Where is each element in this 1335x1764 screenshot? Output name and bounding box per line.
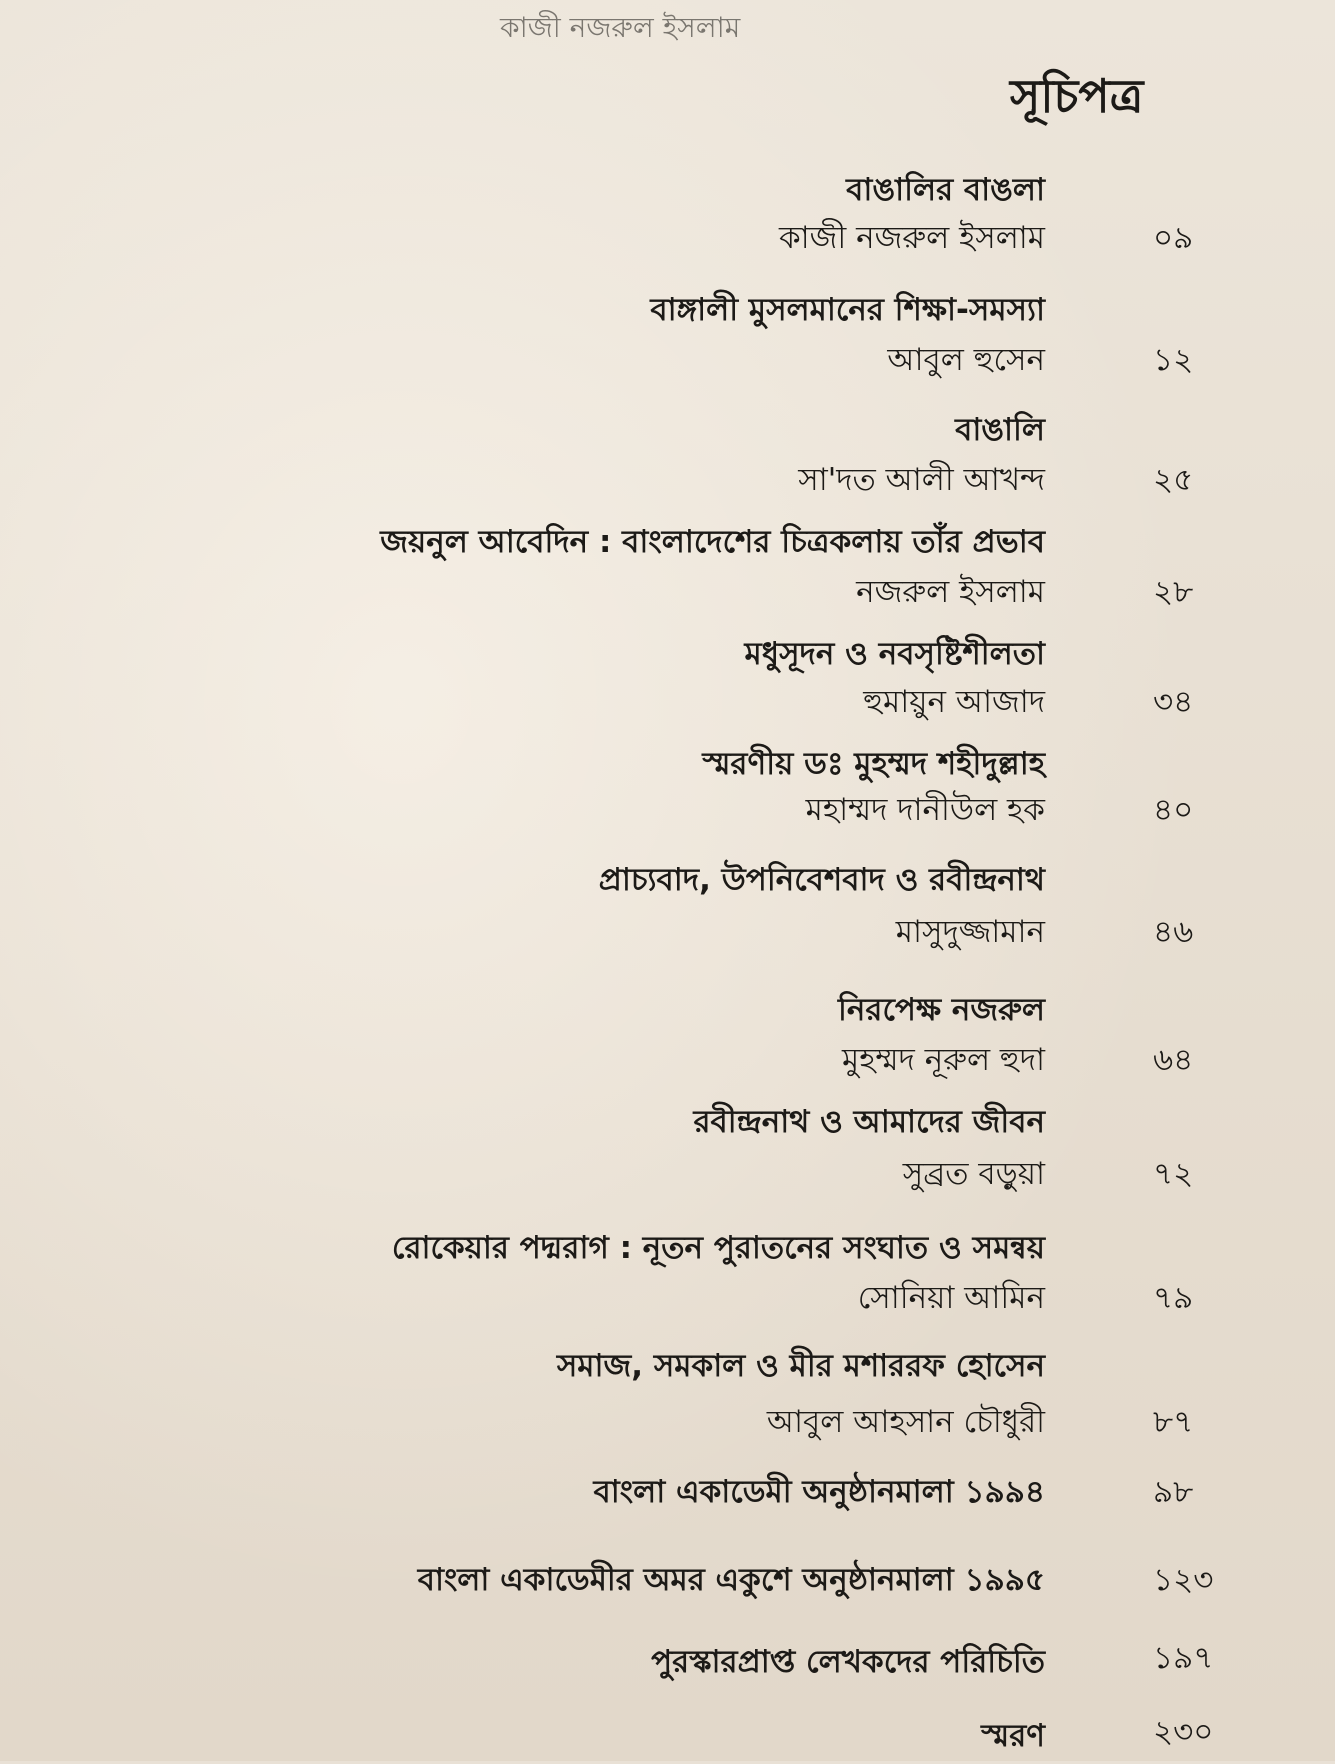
toc-entry-page: ৭২ — [1153, 1156, 1194, 1192]
toc-entry-title: বাঙ্গালী মুসলমানের শিক্ষা-সমস্যা — [650, 292, 1045, 328]
toc-entry-page: ৮৭ — [1153, 1404, 1194, 1440]
toc-entry-author: মহাম্মদ দানীউল হক — [805, 792, 1045, 828]
toc-entry-page: ৩৪ — [1153, 684, 1194, 720]
toc-entry-author: মাসুদুজ্জামান — [895, 914, 1045, 950]
toc-entry-page: ৯৮ — [1153, 1474, 1194, 1510]
toc-entry-author: নজরুল ইসলাম — [856, 574, 1045, 610]
toc-entry-title: বাংলা একাডেমীর অমর একুশে অনুষ্ঠানমালা ১৯৯৫ — [417, 1562, 1045, 1598]
toc-entry-page: ২৮ — [1153, 574, 1194, 610]
toc-entry-author: আবুল আহসান চৌধুরী — [766, 1404, 1045, 1440]
toc-entry-title: বাঙালির বাঙলা — [846, 172, 1045, 208]
toc-entry-title: বাংলা একাডেমী অনুষ্ঠানমালা ১৯৯৪ — [593, 1474, 1045, 1510]
toc-entry-page: ১২৩ — [1153, 1562, 1214, 1598]
toc-entry-page: ৪৬ — [1153, 914, 1194, 950]
toc-entry-page: ১২ — [1153, 342, 1194, 378]
toc-entry-author: কাজী নজরুল ইসলাম — [778, 220, 1045, 256]
toc-entry-author: সুব্রত বড়ুয়া — [902, 1156, 1045, 1192]
toc-entry-title: মধুসূদন ও নবসৃষ্টিশীলতা — [744, 636, 1045, 672]
toc-entry-title: রবীন্দ্রনাথ ও আমাদের জীবন — [693, 1104, 1045, 1140]
toc-entry-page: ৬৪ — [1153, 1042, 1194, 1078]
toc-entry-title: জয়নুল আবেদিন : বাংলাদেশের চিত্রকলায় তাঁর প্রভাব — [380, 524, 1045, 560]
toc-entry-author: মুহম্মদ নূরুল হুদা — [842, 1042, 1045, 1078]
toc-entry-page: ০৯ — [1153, 220, 1194, 256]
toc-entry-page: ৪০ — [1153, 792, 1194, 828]
running-header-bleed: কাজী নজরুল ইসলাম — [500, 11, 741, 44]
toc-entry-author: সোনিয়া আমিন — [857, 1280, 1045, 1316]
toc-entry-title: রোকেয়ার পদ্মরাগ : নূতন পুরাতনের সংঘাত ও সমন্বয় — [391, 1230, 1045, 1266]
toc-entry-author: হুমায়ুন আজাদ — [863, 684, 1045, 720]
toc-entry-title: নিরপেক্ষ নজরুল — [838, 992, 1045, 1028]
toc-entry-title: পুরস্কারপ্রাপ্ত লেখকদের পরিচিতি — [651, 1644, 1045, 1680]
toc-entry-title: স্মরণ — [981, 1718, 1045, 1754]
toc-entry-page: ২৩০ — [1153, 1714, 1214, 1750]
toc-entry-page: ৭৯ — [1153, 1280, 1194, 1316]
toc-entry-page: ২৫ — [1153, 462, 1194, 498]
toc-entry-title: প্রাচ্যবাদ, উপনিবেশবাদ ও রবীন্দ্রনাথ — [598, 862, 1045, 898]
toc-entry-title: সমাজ, সমকাল ও মীর মশাররফ হোসেন — [556, 1348, 1045, 1384]
toc-entry-author: সা'দত আলী আখন্দ — [798, 462, 1045, 498]
toc-entry-title: স্মরণীয় ডঃ মুহম্মদ শহীদুল্লাহ — [702, 746, 1045, 782]
toc-entry-title: বাঙালি — [955, 412, 1045, 448]
toc-entry-page: ১৯৭ — [1153, 1640, 1214, 1676]
page-title: সূচিপত্র — [1010, 69, 1144, 123]
toc-entry-author: আবুল হুসেন — [887, 342, 1045, 378]
